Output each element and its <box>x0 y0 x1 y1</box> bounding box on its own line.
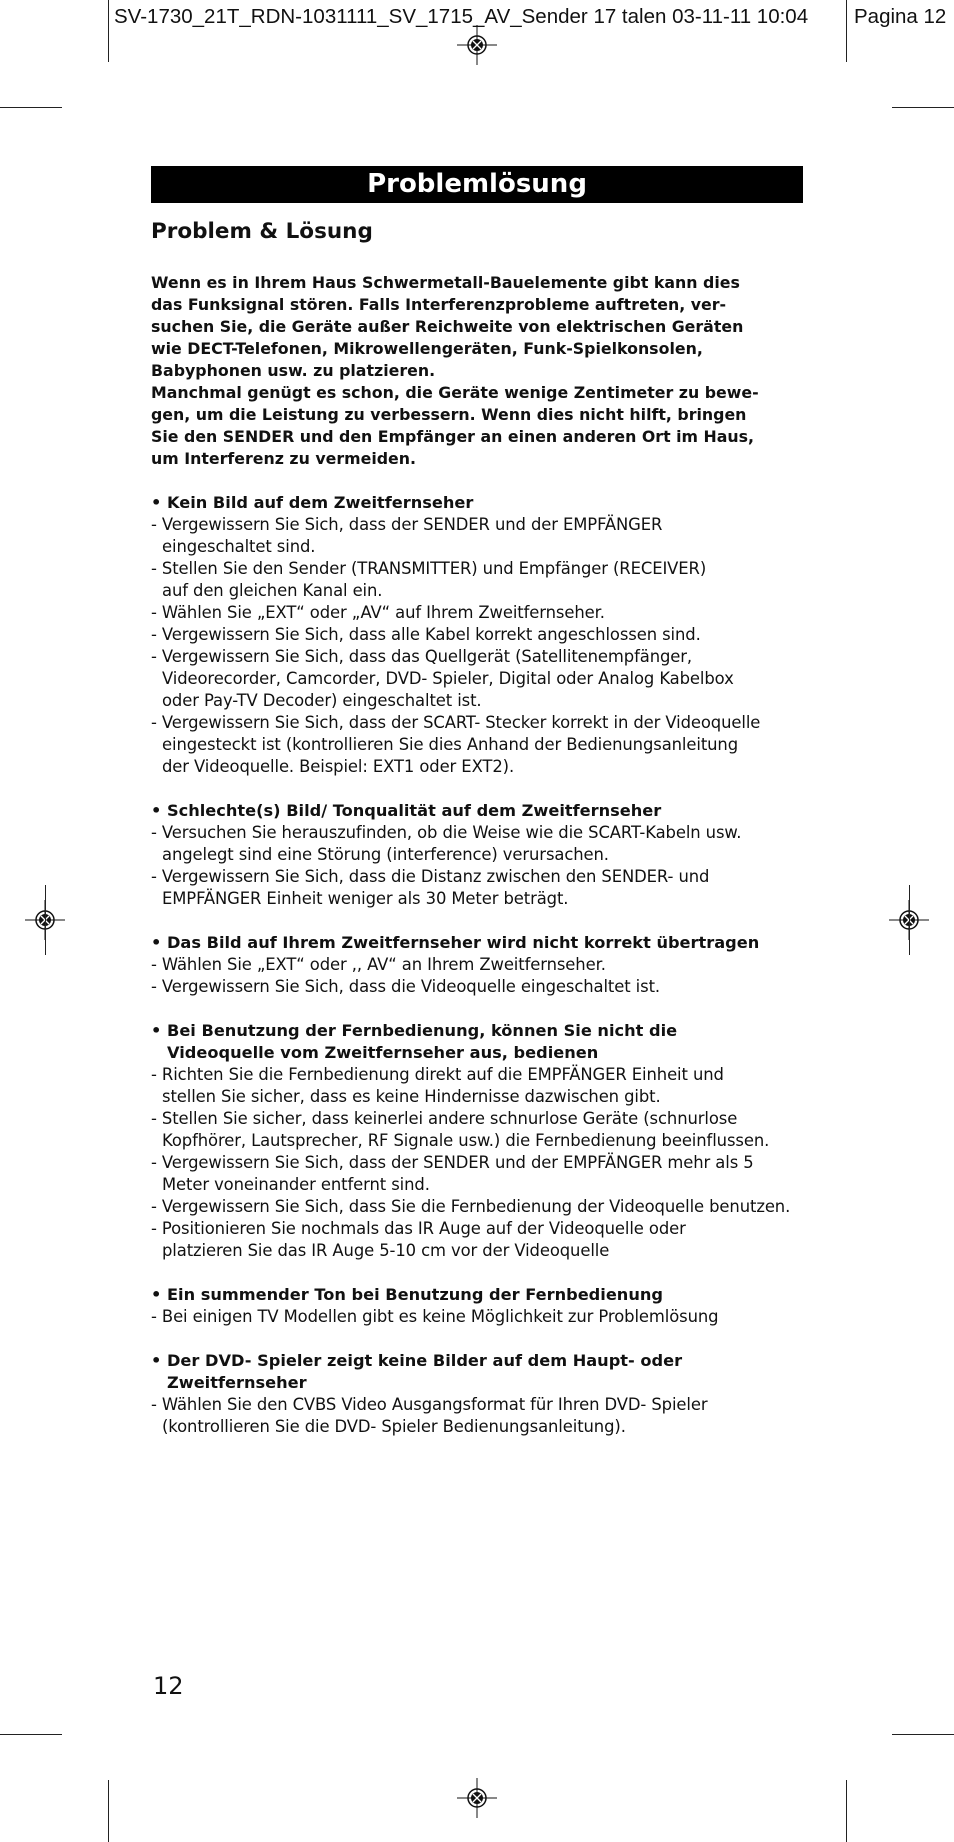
crop-mark-top-left <box>0 107 62 108</box>
solution-item: - Stellen Sie sicher, dass keinerlei andere schnurlose Geräte (schnurlose Kopfhörer, Lautsprecher, RF Signale usw.) die Fernbedienung beeinflussen. <box>151 1109 770 1150</box>
solution-item: - Vergewissern Sie Sich, dass alle Kabel korrekt angeschlossen sind. <box>151 625 701 644</box>
crop-mark-bottom-left <box>0 1734 62 1735</box>
problem-section <box>151 1350 811 1438</box>
solution-item: - Vergewissern Sie Sich, dass die Videoquelle eingeschaltet ist. <box>151 977 661 996</box>
slug-page-label: Pagina 12 <box>854 5 947 28</box>
problem-section <box>151 1020 811 1262</box>
registration-line-right <box>909 885 910 955</box>
section-subtitle: Problem & Lösung <box>151 219 373 244</box>
slug-divider-middle <box>846 0 847 62</box>
crop-mark-top-right <box>892 107 954 108</box>
page-number: 12 <box>153 1672 184 1700</box>
intro-paragraph: Manchmal genügt es schon, die Geräte wenige Zentimeter zu bewe- gen, um die Leistung zu verbessern. Wenn dies nicht hilft, bringen Sie den SENDER und den Empfänger an einen anderen Ort im Haus, um Interferenz zu vermeiden. <box>151 383 759 468</box>
problem-section <box>151 492 811 778</box>
slug-file-info: SV-1730_21T_RDN-1031111_SV_1715_AV_Sender 17 talen 03-11-11 10:04 <box>114 5 809 28</box>
solution-item: - Positionieren Sie nochmals das IR Auge auf der Videoquelle oder platzieren Sie das IR Auge 5-10 cm vor der Videoquelle <box>151 1219 686 1260</box>
intro-text <box>151 272 811 470</box>
solution-item: - Wählen Sie „EXT“ oder „AV“ auf Ihrem Zweitfernseher. <box>151 603 605 622</box>
crop-mark-bottom-left-vertical <box>108 1780 109 1842</box>
problem-heading: • Der DVD- Spieler zeigt keine Bilder auf dem Haupt- oder Zweitfernseher <box>151 1351 683 1392</box>
crop-mark-bottom-right-vertical <box>846 1780 847 1842</box>
crop-mark-bottom-right <box>892 1734 954 1735</box>
solution-item: - Vergewissern Sie Sich, dass der SENDER und der EMPFÄNGER eingeschaltet sind. <box>151 515 663 556</box>
problem-heading: • Bei Benutzung der Fernbedienung, können Sie nicht die Videoquelle vom Zweitfernseher aus, bedienen <box>151 1021 678 1062</box>
solution-item: - Vergewissern Sie Sich, dass der SENDER und der EMPFÄNGER mehr als 5 Meter voneinander entfernt sind. <box>151 1153 754 1194</box>
page-title: Problemlösung <box>151 166 803 203</box>
problem-heading: • Ein summender Ton bei Benutzung der Fernbedienung <box>151 1285 663 1304</box>
solution-item: - Richten Sie die Fernbedienung direkt auf die EMPFÄNGER Einheit und stellen Sie sicher, dass es keine Hindernisse dazwischen gibt. <box>151 1065 724 1106</box>
registration-mark-icon <box>457 1778 497 1818</box>
registration-line-left <box>45 885 46 955</box>
problem-section <box>151 1284 811 1328</box>
registration-mark-icon <box>457 25 497 65</box>
problem-section <box>151 932 811 998</box>
problem-heading: • Kein Bild auf dem Zweitfernseher <box>151 493 474 512</box>
solution-item: - Wählen Sie „EXT“ oder ,, AV“ an Ihrem Zweitfernseher. <box>151 955 606 974</box>
intro-paragraph: Wenn es in Ihrem Haus Schwermetall-Bauelemente gibt kann dies das Funksignal stören. Falls Interferenzprobleme auftreten, ver- suchen Sie, die Geräte außer Reichweite von elektrischen Geräten wie DECT-Telefonen, Mikrowellengeräten, Funk-Spielkonsolen, Babyphonen usw. zu platzieren. <box>151 273 744 380</box>
solution-item: - Vergewissern Sie Sich, dass der SCART- Stecker korrekt in der Videoquelle eingesteckt ist (kontrollieren Sie dies Anhand der Bedienungsanleitung der Videoquelle. Beispiel: EXT1 oder EXT2). <box>151 713 761 776</box>
solution-item: - Stellen Sie den Sender (TRANSMITTER) und Empfänger (RECEIVER) auf den gleichen Kanal ein. <box>151 559 707 600</box>
problem-heading: • Schlechte(s) Bild/ Tonqualität auf dem Zweitfernseher <box>151 801 662 820</box>
troubleshooting-content <box>151 272 811 1438</box>
slug-divider-left <box>108 0 109 62</box>
problem-heading: • Das Bild auf Ihrem Zweitfernseher wird nicht korrekt übertragen <box>151 933 760 952</box>
solution-item: - Bei einigen TV Modellen gibt es keine Möglichkeit zur Problemlösung <box>151 1307 719 1326</box>
solution-item: - Wählen Sie den CVBS Video Ausgangsformat für Ihren DVD- Spieler (kontrollieren Sie die DVD- Spieler Bedienungsanleitung). <box>151 1395 708 1436</box>
solution-item: - Vergewissern Sie Sich, dass die Distanz zwischen den SENDER- und EMPFÄNGER Einheit weniger als 30 Meter beträgt. <box>151 867 710 908</box>
solution-item: - Vergewissern Sie Sich, dass Sie die Fernbedienung der Videoquelle benutzen. <box>151 1197 791 1216</box>
solution-item: - Vergewissern Sie Sich, dass das Quellgerät (Satellitenempfänger, Videorecorder, Camcorder, DVD- Spieler, Digital oder Analog Kabelbox oder Pay-TV Decoder) eingeschaltet ist. <box>151 647 734 710</box>
problem-section <box>151 800 811 910</box>
solution-item: - Versuchen Sie herauszufinden, ob die Weise wie die SCART-Kabeln usw. angelegt sind eine Störung (interference) verursachen. <box>151 823 742 864</box>
